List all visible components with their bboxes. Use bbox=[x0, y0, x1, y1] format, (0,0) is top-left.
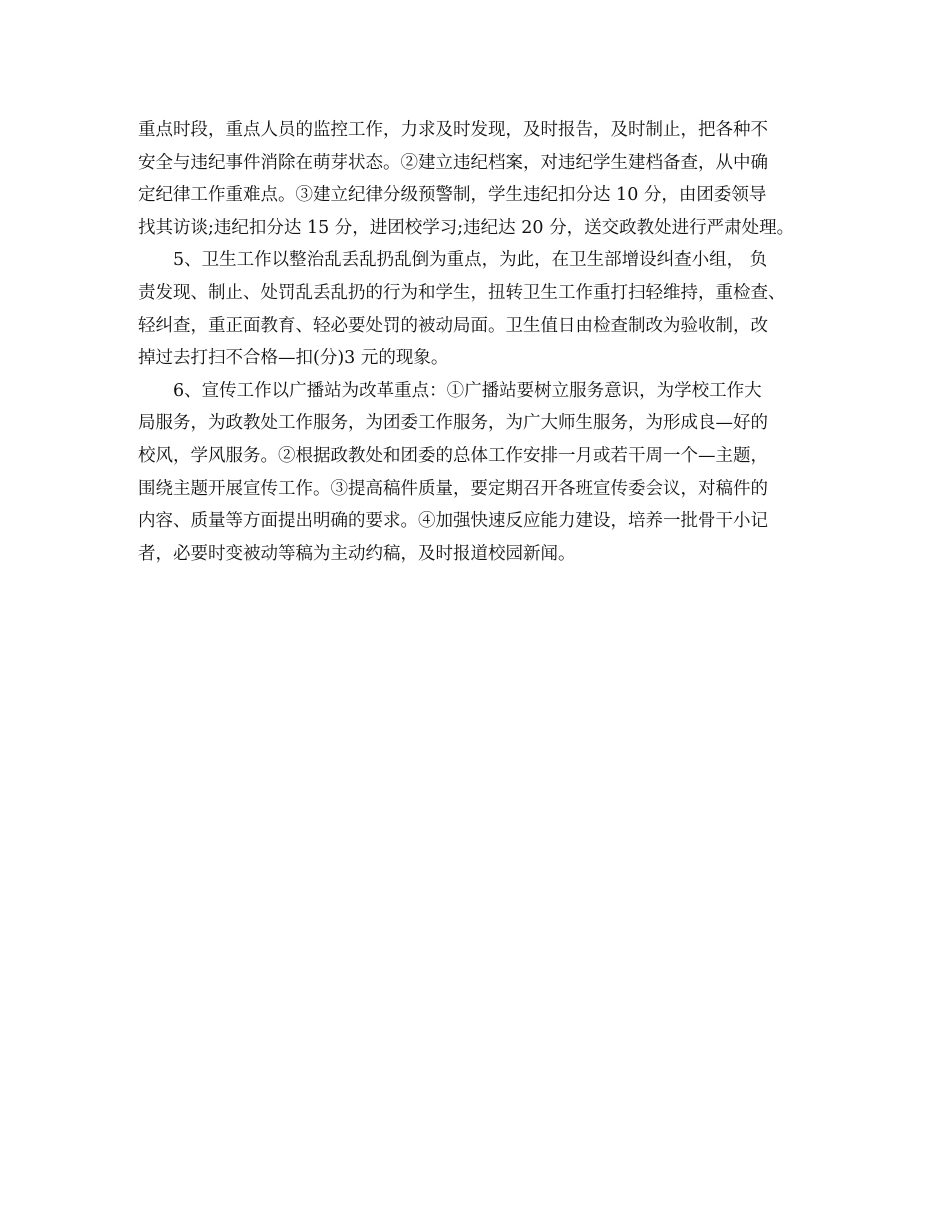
paragraph-hygiene-work bbox=[138, 244, 828, 374]
paragraph-discipline-continued bbox=[138, 114, 828, 244]
text-line: 轻纠查，重正面教育、轻必要处罚的被动局面。卫生值日由检查制改为验收制，改 bbox=[138, 315, 768, 336]
text-line: 定纪律工作重难点。③建立纪律分级预警制，学生违纪扣分达 10 分，由团委领导 bbox=[138, 185, 767, 206]
text-line: 者，必要时变被动等稿为主动约稿，及时报道校园新闻。 bbox=[138, 543, 576, 564]
text-line: 掉过去打扫不合格—扣(分)3 元的现象。 bbox=[138, 348, 449, 369]
text-line: 责发现、制止、处罚乱丢乱扔的行为和学生，扭转卫生工作重打扫轻维持，重检查、 bbox=[138, 282, 786, 303]
text-line: 局服务，为政教处工作服务，为团委工作服务，为广大师生服务，为形成良—好的 bbox=[138, 413, 768, 434]
text-line: 重点时段，重点人员的监控工作，力求及时发现，及时报告，及时制止，把各种不 bbox=[138, 120, 768, 140]
text-line: 围绕主题开展宣传工作。③提高稿件质量，要定期召开各班宣传委会议，对稿件的 bbox=[138, 478, 768, 499]
text-line: 安全与违纪事件消除在萌芽状态。②建立违纪档案，对违纪学生建档备查，从中确 bbox=[138, 152, 768, 173]
text-line: 6、宣传工作以广播站为改革重点：①广播站要树立服务意识，为学校工作大 bbox=[173, 380, 762, 401]
paragraph-publicity-work bbox=[138, 375, 828, 571]
text-line: 5、卫生工作以整治乱丢乱扔乱倒为重点，为此，在卫生部增设纠查小组， 负 bbox=[173, 250, 768, 271]
text-line: 内容、质量等方面提出明确的要求。④加强快速反应能力建设，培养一批骨干小记 bbox=[138, 511, 768, 532]
text-line: 找其访谈;违纪扣分达 15 分，进团校学习;违纪达 20 分，送交政教处进行严肃处理。 bbox=[138, 217, 795, 238]
document-body bbox=[138, 114, 828, 570]
text-line: 校风，学风服务。②根据政教处和团委的总体工作安排一月或若干周一个—主题， bbox=[138, 445, 768, 466]
